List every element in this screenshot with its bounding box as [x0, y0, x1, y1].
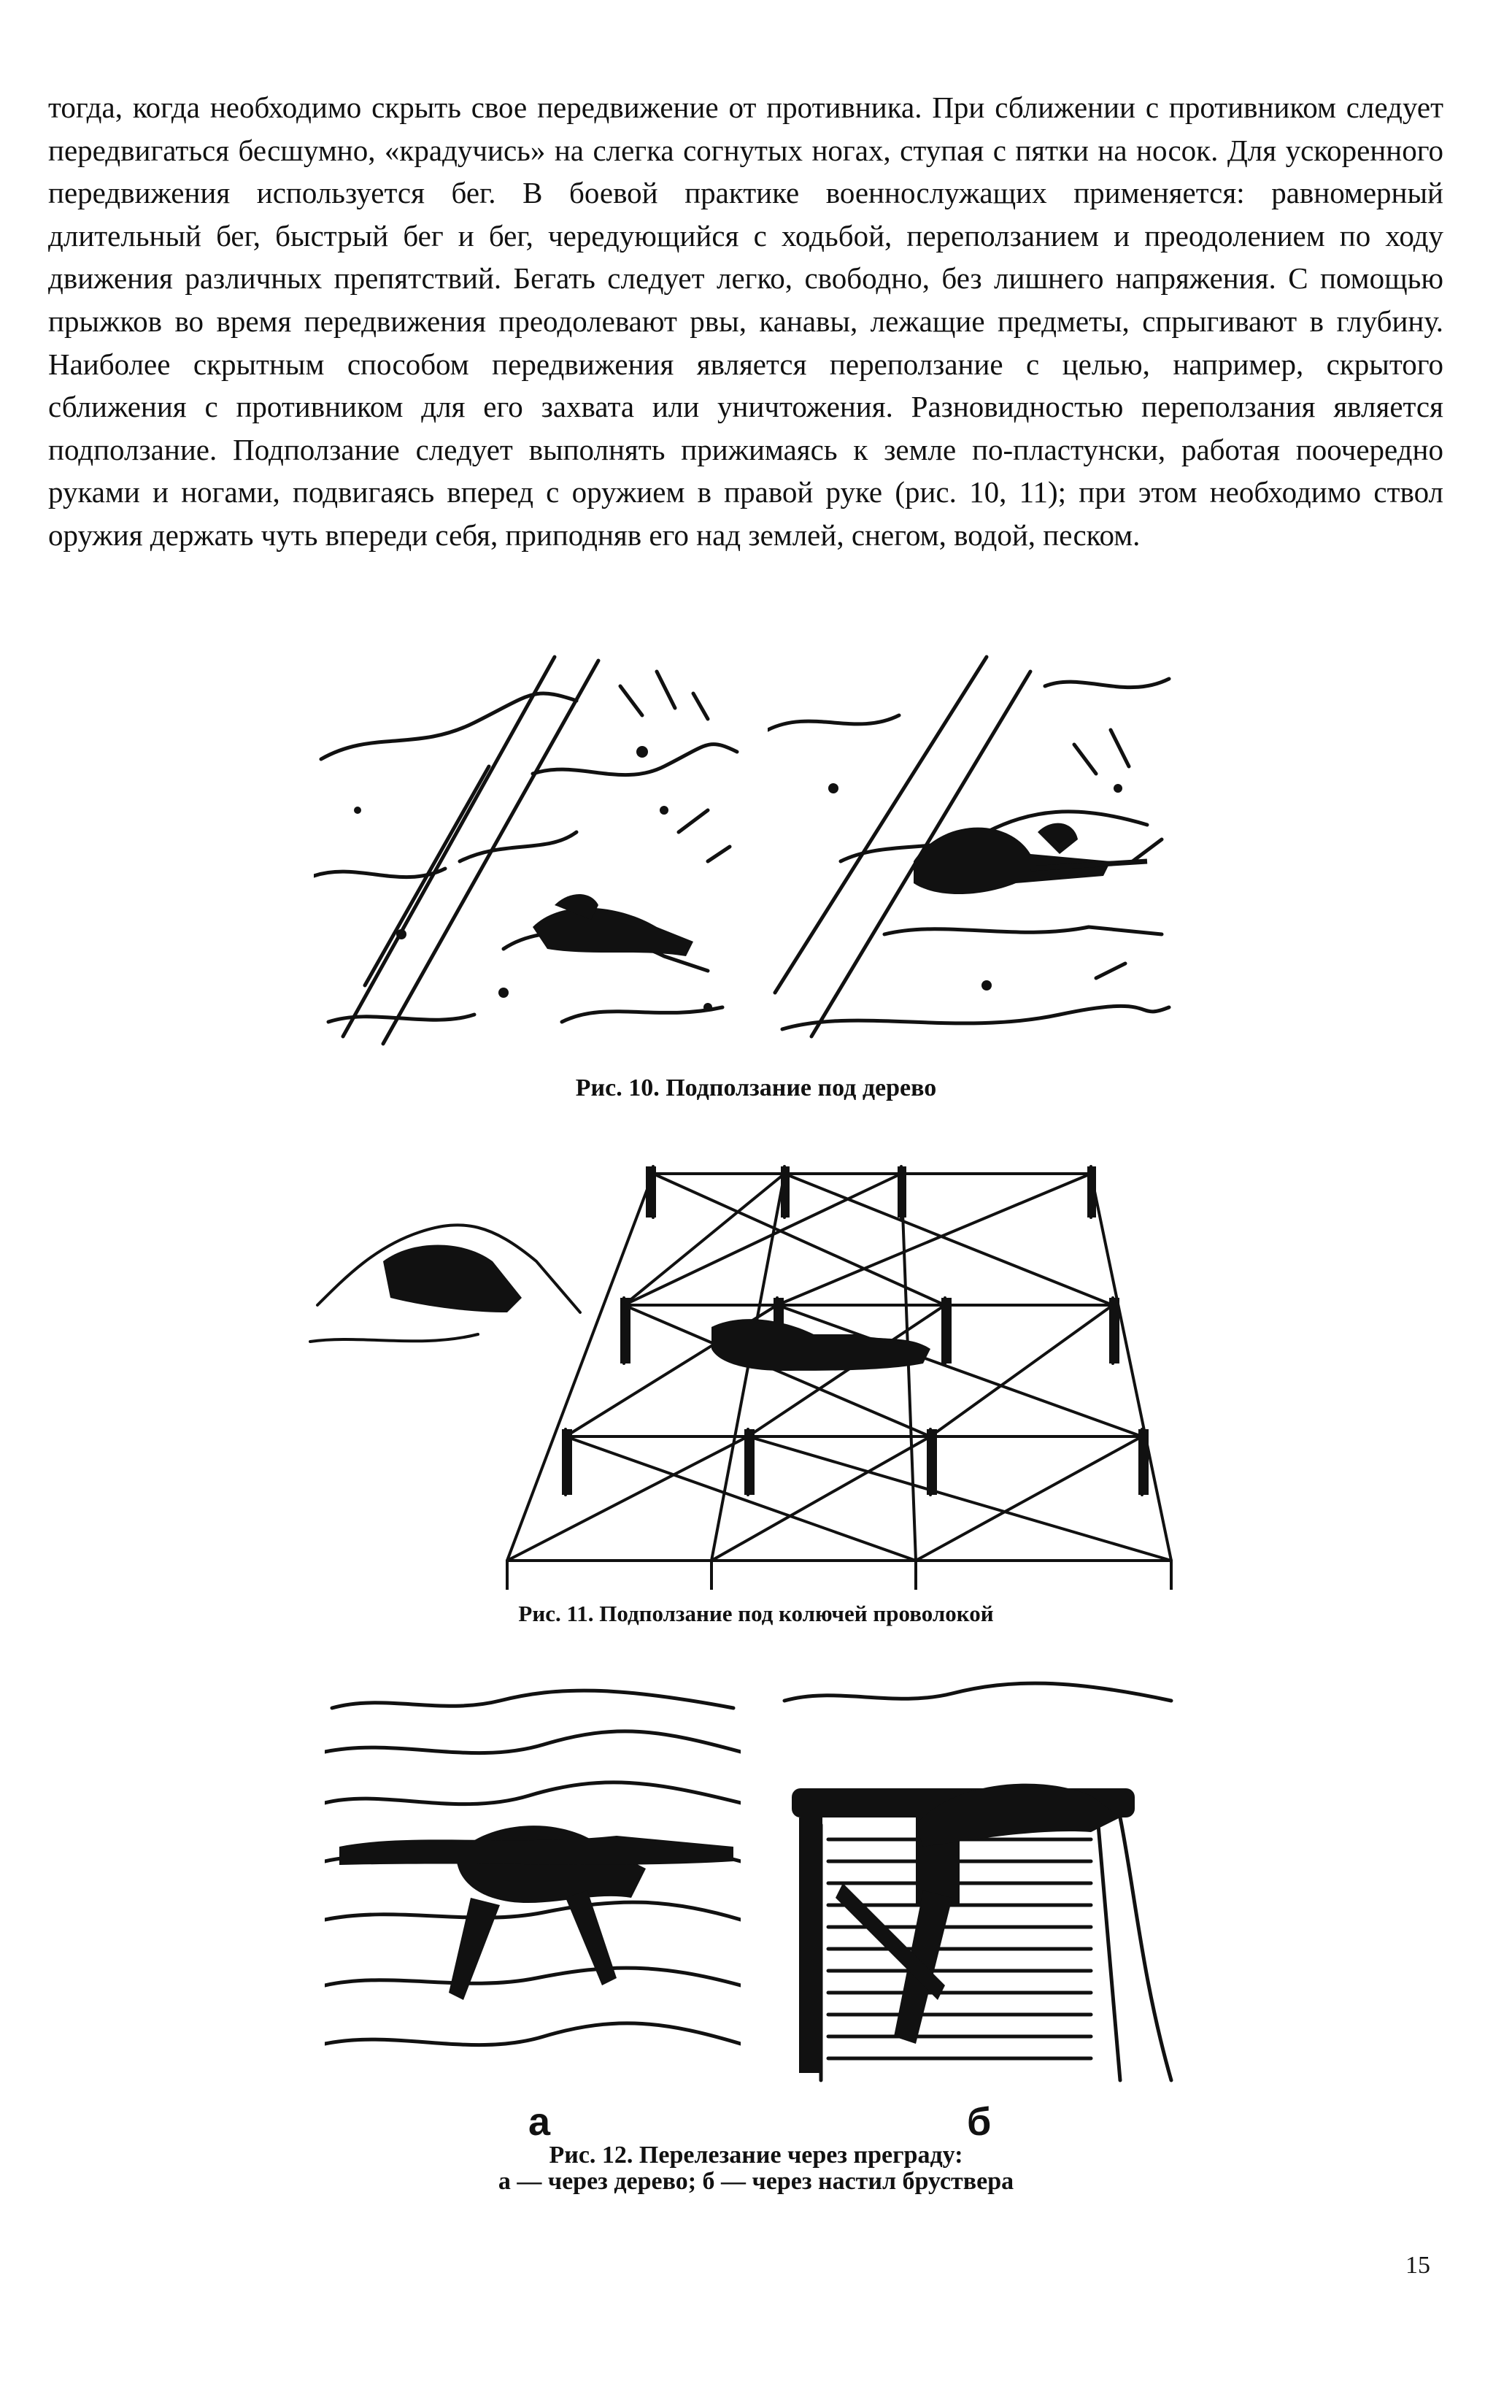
- figure-10-right-illustration: [768, 642, 1176, 1051]
- figure-11-caption: Рис. 11. Подползание под колючей проволокой: [518, 1601, 994, 1626]
- figure-10-left-illustration: [314, 642, 744, 1051]
- figure-11-illustration: [303, 1152, 1200, 1590]
- figure-10-caption: Рис. 10. Подползание под дерево: [575, 1074, 937, 1101]
- body-paragraph: тогда, когда необходимо скрыть свое передвижение от противника. При сближении с противником следует передвигаться бесшумно, «крадучись» на слегка согнутых ногах, ступая с пятки на носок. Для ускоренного передвижения используется бег. В боевой практике военнослужащих применяется: равномерный длительный бег, быстрый бег и бег, чередующийся с ходьбой, переползанием и преодолением по ходу движения различных препятствий. Бегать следует легко, свободно, без лишнего напряжения. С помощью прыжков во время передвижения преодолевают рвы, канавы, лежащие предметы, спрыгивают в глубину. Наиболее скрытным способом передвижения является переползание с целью, например, скрытого сближения с противником для его захвата или уничтожения. Разновидностью переползания является подползание. Подползание следует выполнять прижимаясь к земле по-пластунски, работая поочередно руками и ногами, подвигаясь вперед с оружием в правой руке (рис. 10, 11); при этом необходимо ствол оружия держать чуть впереди себя, приподняв его над землей, снегом, водой, песком.: [48, 91, 1443, 552]
- figure-12b-illustration: [777, 1672, 1179, 2088]
- figure-12-caption-line2: а — через дерево; б — через настил бруствера: [498, 2168, 1014, 2195]
- figure-12-caption-line1: Рис. 12. Перелезание через преграду:: [549, 2142, 963, 2169]
- figure-12a-label: а: [528, 2100, 551, 2144]
- page-number: 15: [1405, 2252, 1430, 2279]
- figure-12b-label: б: [967, 2100, 992, 2144]
- figure-12a-illustration: [325, 1679, 741, 2088]
